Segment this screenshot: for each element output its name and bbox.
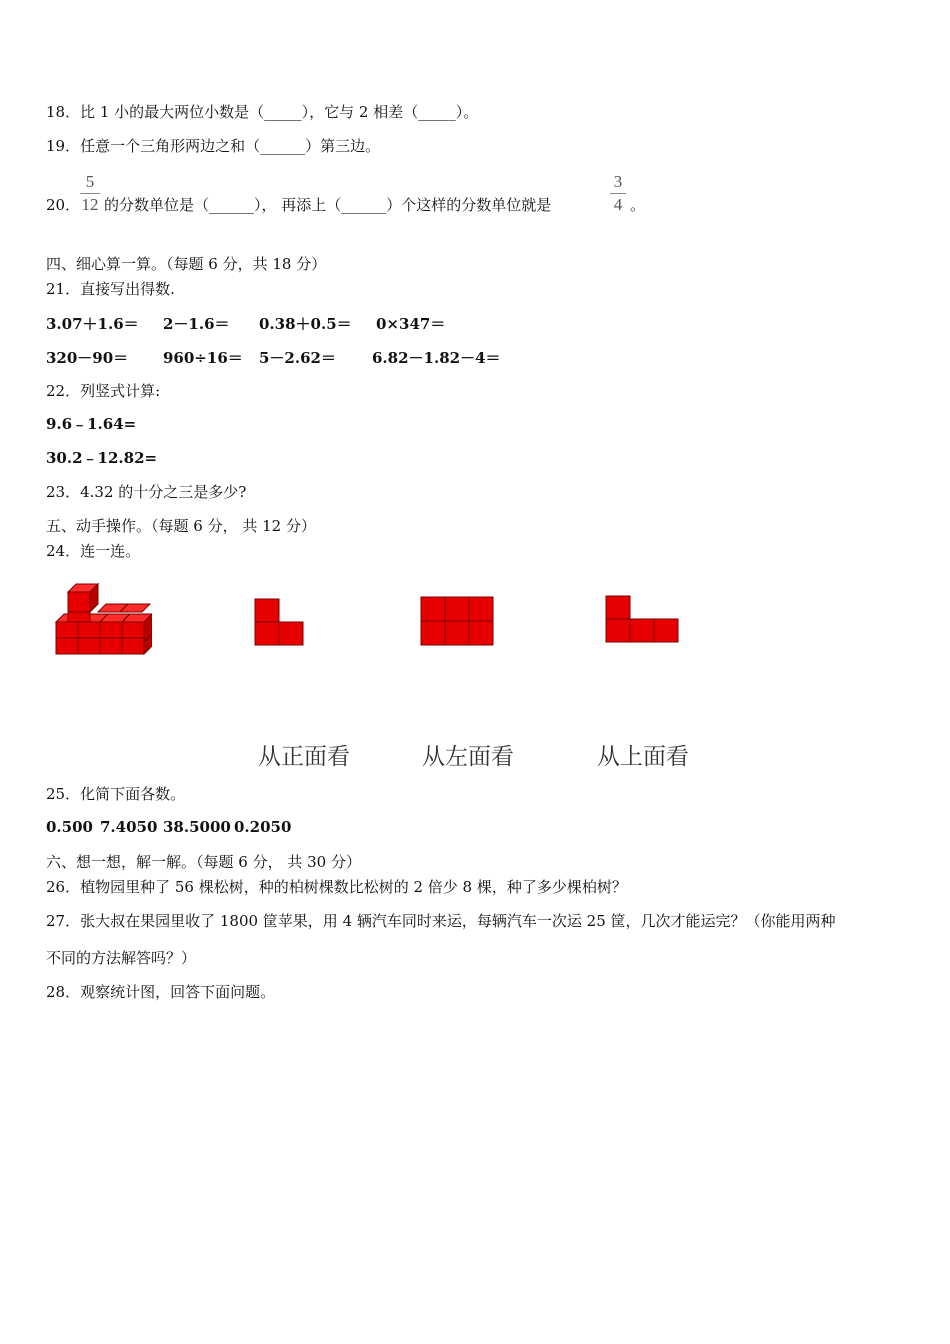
section-5-title: 五、动手操作。（每题 6 分， 共 12 分） xyxy=(46,517,316,535)
cube-solid-figure xyxy=(52,582,152,658)
view-l-shape xyxy=(254,598,306,648)
section-6-title: 六、想一想，解一解。（每题 6 分， 共 30 分） xyxy=(46,853,361,871)
fraction-5-12 xyxy=(80,172,100,215)
question-20-text: 的分数单位是（______）， 再添上（______）个这样的分数单位就是 xyxy=(104,196,552,214)
question-19: 19．任意一个三角形两边之和（______）第三边。 xyxy=(46,137,381,155)
view-wide-l-shape xyxy=(605,595,681,645)
calc-item: 320－90＝ xyxy=(46,349,129,367)
fraction-denominator: 12 xyxy=(81,195,99,214)
vertical-calc-a: 9.6﹣1.64= xyxy=(46,415,137,433)
view-label-front: 从正面看 xyxy=(258,744,350,770)
question-27-line-1: 27．张大叔在果园里收了 1800 筐苹果，用 4 辆汽车同时来运，每辆汽车一次运 25 筐，几次才能运完？（你能用两种 xyxy=(46,912,836,930)
view-label-top: 从上面看 xyxy=(597,744,689,770)
fraction-3-4 xyxy=(610,172,626,215)
calc-item: 2－1.6＝ xyxy=(163,315,230,333)
question-22: 22．列竖式计算: xyxy=(46,382,161,400)
fraction-numerator: 3 xyxy=(613,172,623,191)
question-20-end: 。 xyxy=(630,196,646,214)
calc-item: 6.82－1.82－4＝ xyxy=(372,349,501,367)
vertical-calc-b: 30.2﹣12.82= xyxy=(46,449,158,467)
fraction-numerator: 5 xyxy=(85,172,95,191)
calc-item: 960÷16＝ xyxy=(163,349,243,367)
fraction-denominator: 4 xyxy=(613,195,623,214)
calc-item: 5－2.62＝ xyxy=(259,349,336,367)
question-23: 23．4.32 的十分之三是多少? xyxy=(46,483,247,501)
view-label-left: 从左面看 xyxy=(422,744,514,770)
view-grid-shape xyxy=(420,596,496,648)
question-27-line-2: 不同的方法解答吗？） xyxy=(46,949,197,967)
question-26: 26．植物园里种了 56 棵松树，种的柏树棵数比松树的 2 倍少 8 棵，种了多少棵柏树？ xyxy=(46,878,627,896)
number-item: 0.2050 xyxy=(234,818,292,836)
calc-item: 0.38＋0.5＝ xyxy=(259,315,352,333)
calc-item: 3.07＋1.6＝ xyxy=(46,315,139,333)
question-21: 21．直接写出得数. xyxy=(46,280,175,298)
number-item: 38.5000 xyxy=(163,818,231,836)
question-20-number: 20． xyxy=(46,196,81,214)
calc-item: 0×347＝ xyxy=(376,315,446,333)
question-24: 24．连一连。 xyxy=(46,542,141,560)
question-28: 28．观察统计图，回答下面问题。 xyxy=(46,983,276,1001)
number-item: 0.500 xyxy=(46,818,93,836)
section-4-title: 四、细心算一算。（每题 6 分，共 18 分） xyxy=(46,255,327,273)
number-item: 7.4050 xyxy=(100,818,158,836)
question-25: 25．化简下面各数。 xyxy=(46,785,186,803)
question-18: 18．比 1 小的最大两位小数是（_____），它与 2 相差（_____）。 xyxy=(46,103,479,121)
